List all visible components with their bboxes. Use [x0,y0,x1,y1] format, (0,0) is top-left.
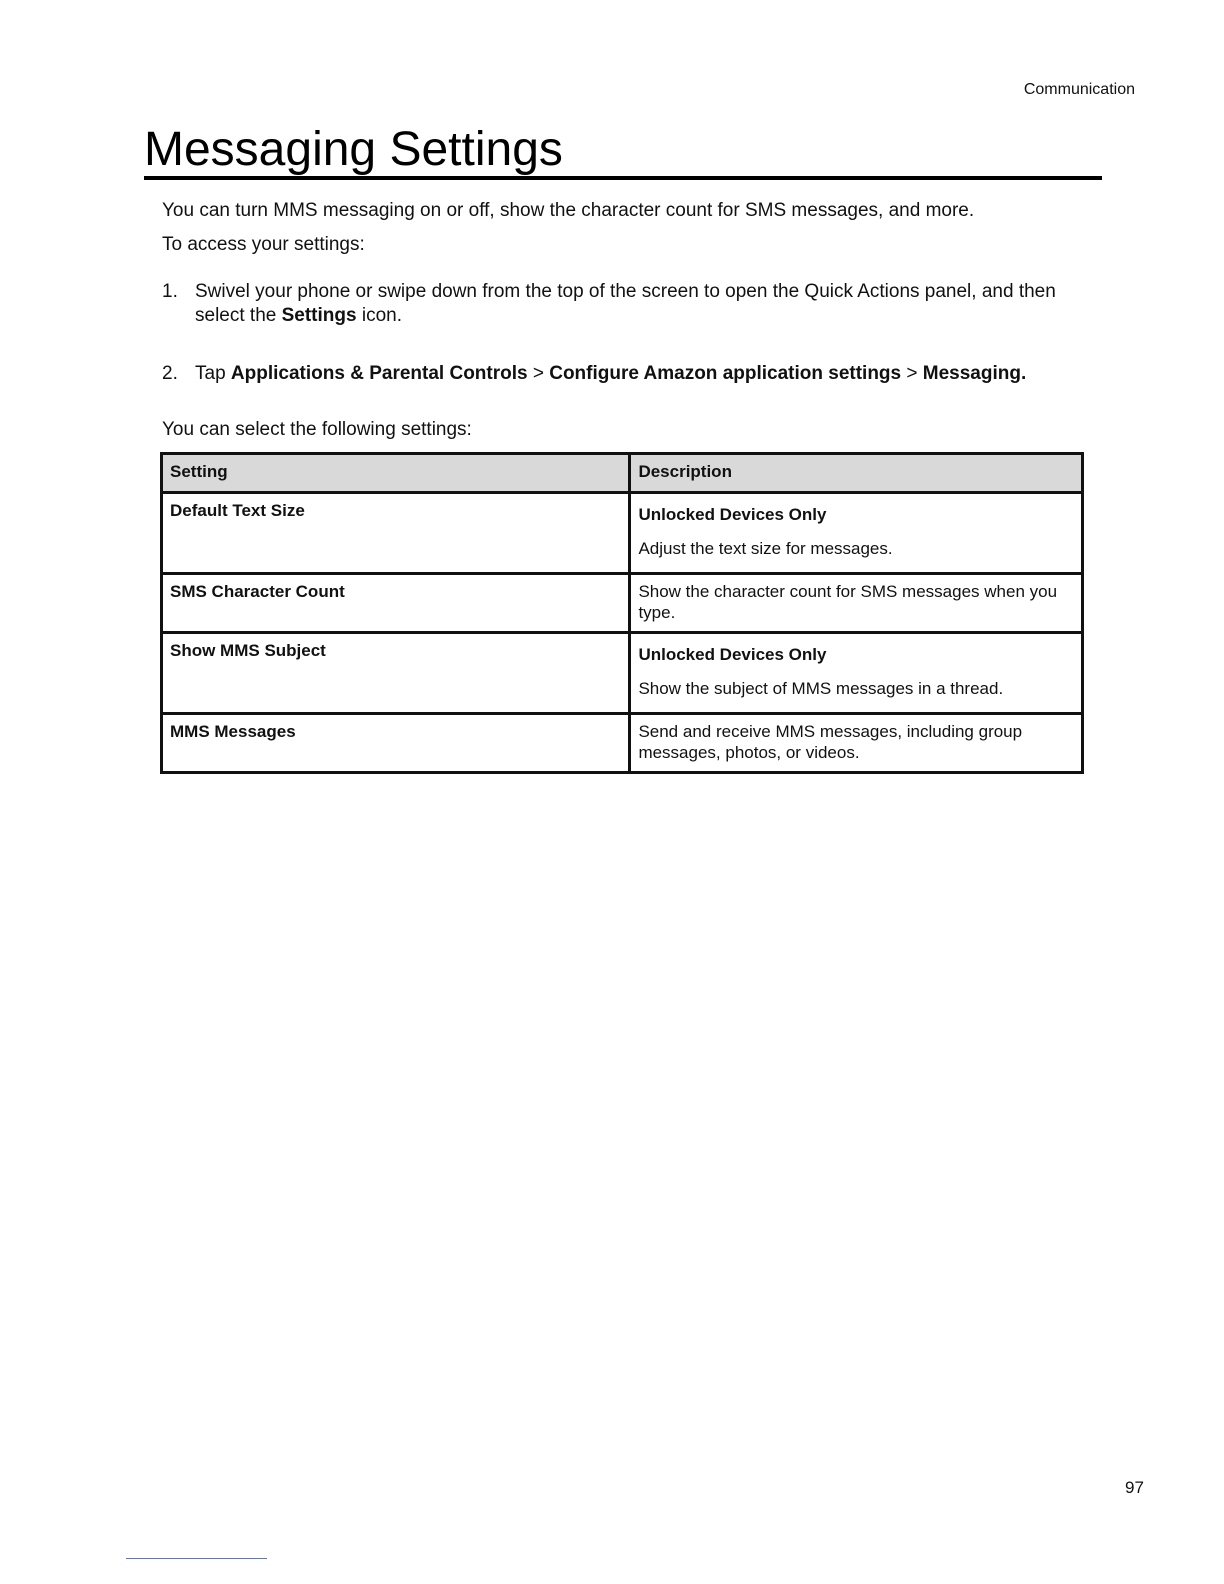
step-number: 2. [162,363,178,384]
description-text: Adjust the text size for messages. [638,539,893,558]
description-text: Show the character count for SMS messages when you type. [638,582,1058,622]
select-paragraph: You can select the following settings: [162,419,472,440]
unlocked-note: Unlocked Devices Only [638,645,827,664]
setting-description [630,493,1083,574]
step-number: 1. [162,281,178,302]
table-row [162,714,1083,773]
setting-name: Default Text Size [162,493,630,574]
settings-table [160,452,1084,774]
step-path-applications: Applications & Parental Controls [230,363,528,384]
description-text: Show the subject of MMS messages in a thread. [638,679,1004,698]
table-row [162,493,1083,574]
step-bold-settings: Settings [281,305,357,326]
table-row [162,633,1083,714]
setting-name: MMS Messages [162,714,630,773]
description-text: Send and receive MMS messages, including group messages, photos, or videos. [638,722,1023,762]
step-path-configure: Configure Amazon application settings [549,363,902,384]
step-separator: > [901,363,923,384]
step-prefix: Tap [195,363,231,384]
table-row [162,574,1083,633]
access-paragraph: To access your settings: [162,234,365,255]
step-path-messaging: Messaging. [922,363,1027,384]
step-2 [162,362,1062,386]
page-title: Messaging Settings [144,124,1102,180]
table-header-row [162,454,1083,493]
header-setting: Setting [162,454,630,493]
running-header: Communication [1023,81,1135,98]
unlocked-note: Unlocked Devices Only [638,505,827,524]
header-description: Description [630,454,1083,493]
setting-description [630,574,1083,633]
setting-name: SMS Character Count [162,574,630,633]
step-text: Swivel your phone or swipe down from the top of the screen to open the Quick Actions panel, and then select the [195,281,1056,326]
setting-description [630,714,1083,773]
step-separator: > [527,363,550,384]
setting-name: Show MMS Subject [162,633,630,714]
step-1 [162,280,1062,328]
intro-paragraph: You can turn MMS messaging on or off, show the character count for SMS messages, and more. [162,200,975,221]
footer-rule [126,1558,267,1559]
setting-description [630,633,1083,714]
page-number: 97 [1125,1478,1144,1497]
step-text-end: icon. [356,305,402,326]
